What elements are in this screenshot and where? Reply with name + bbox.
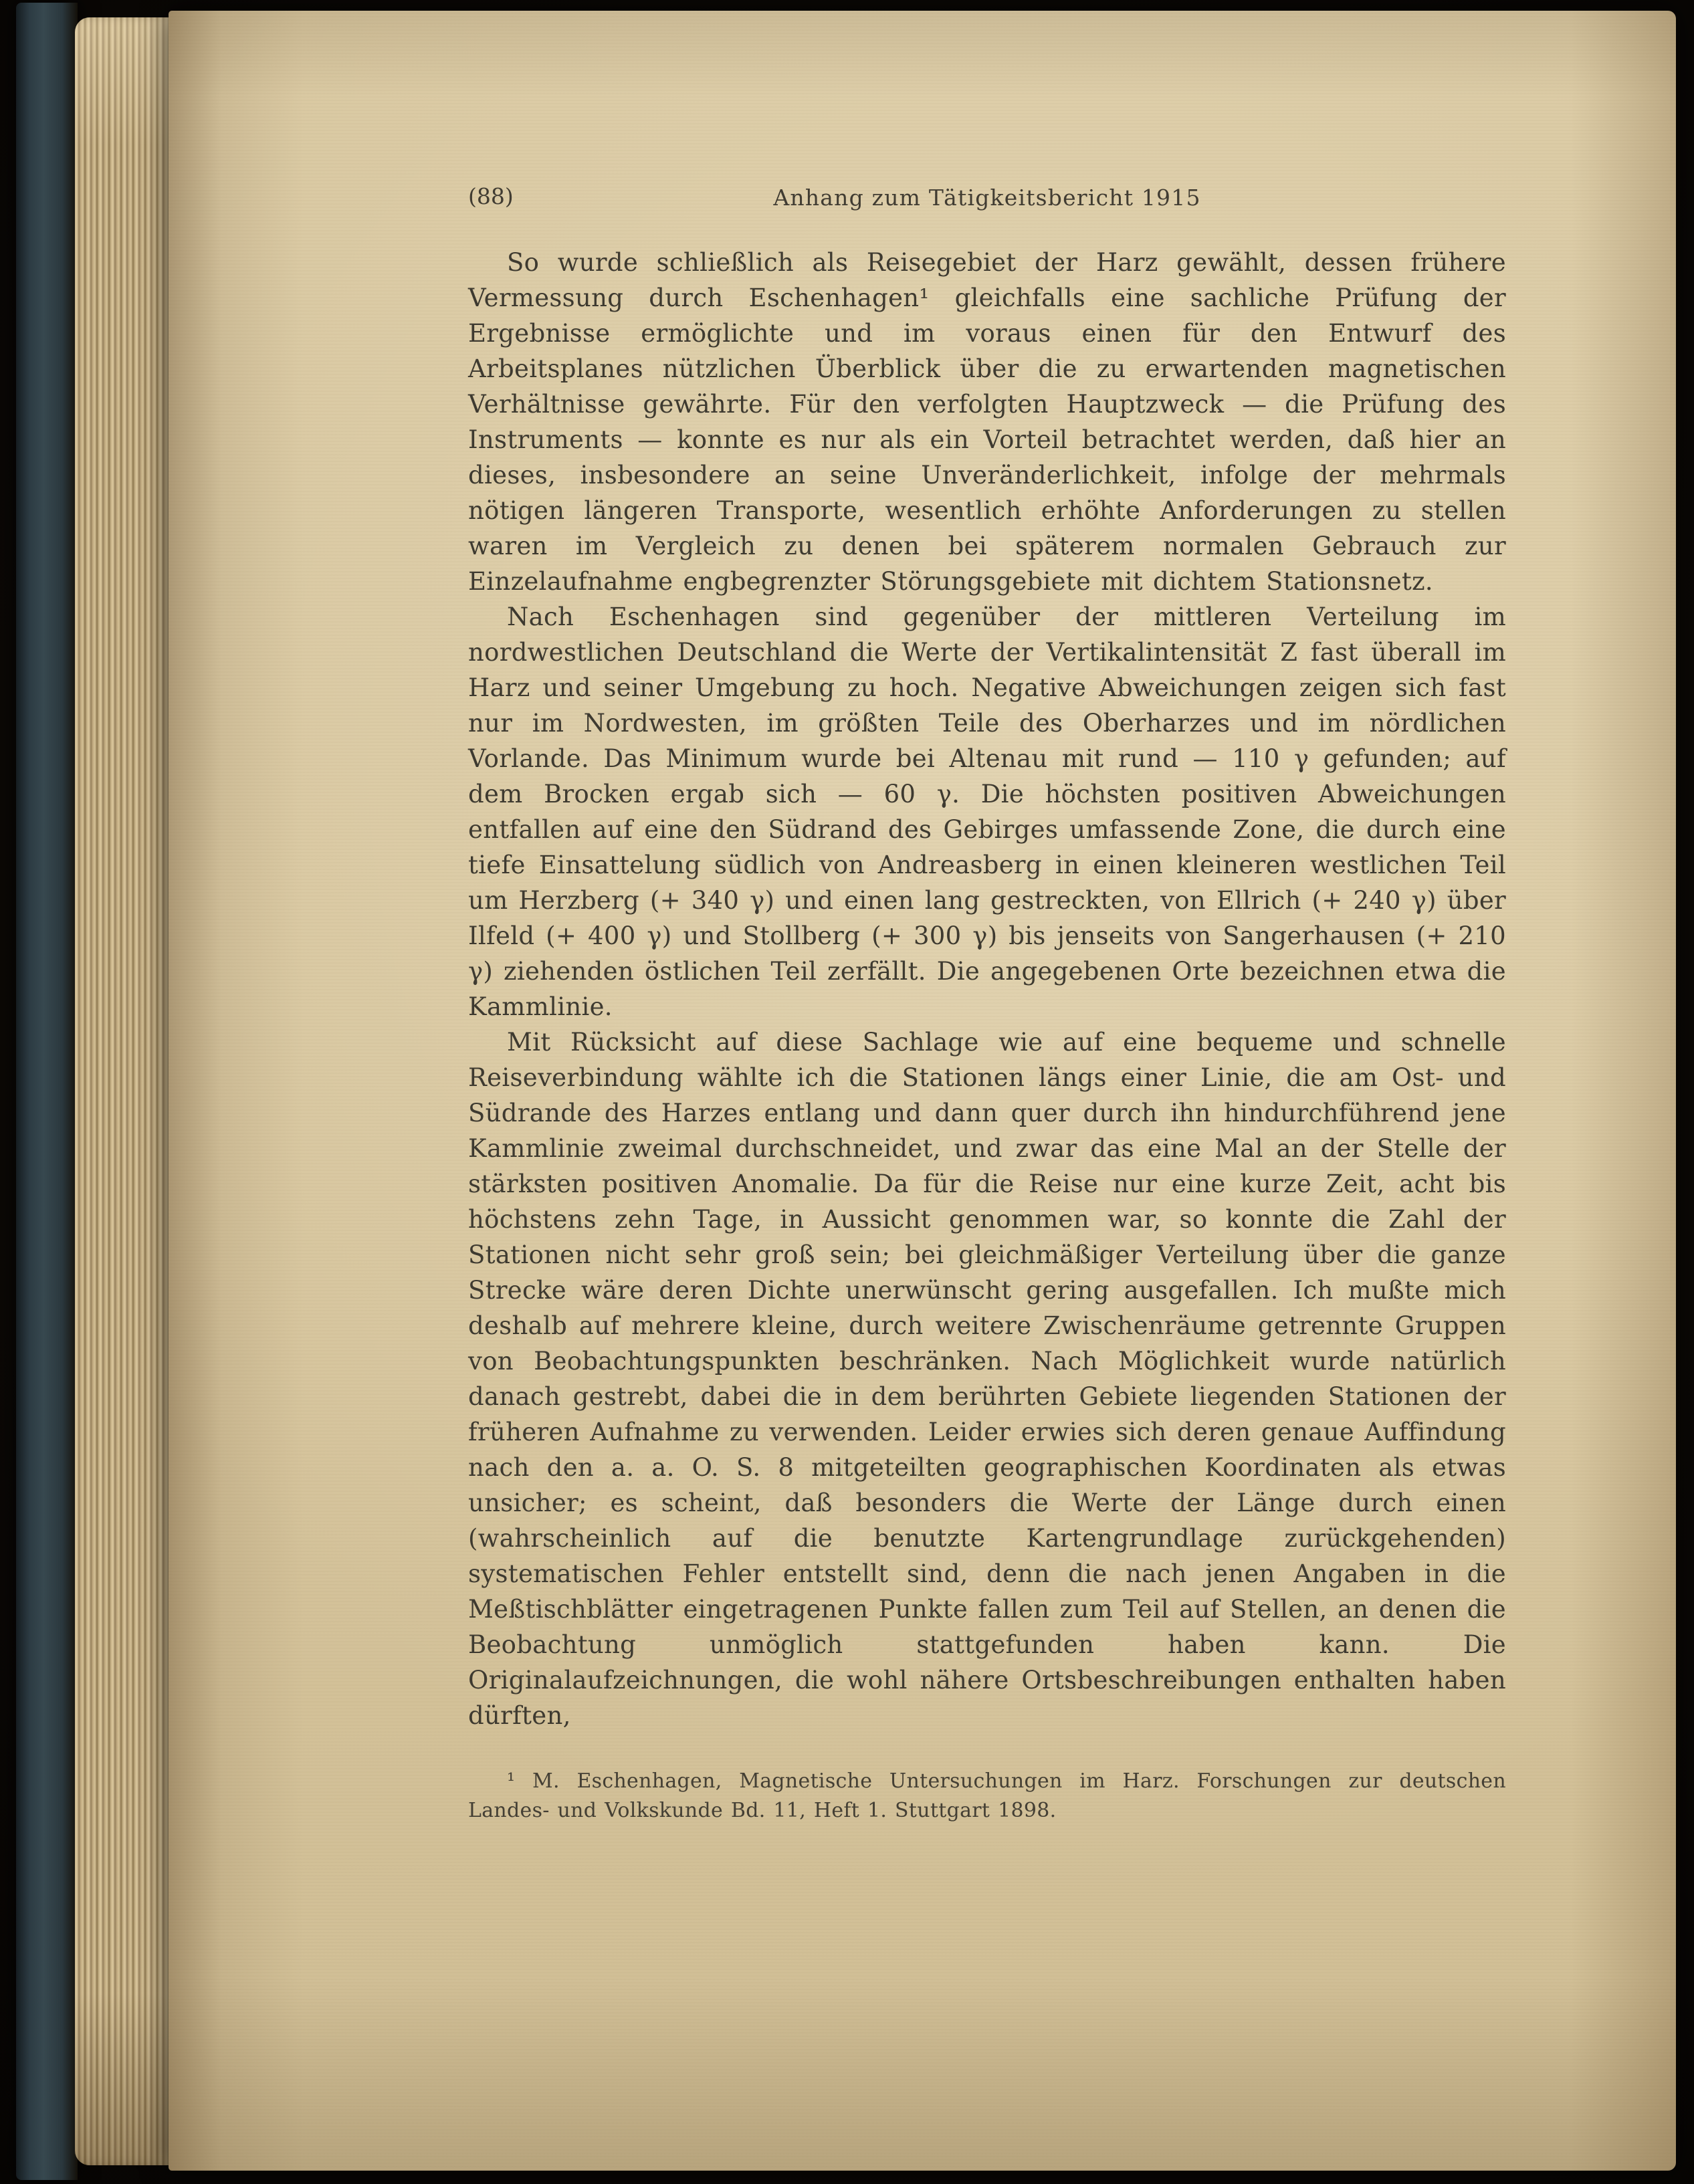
paragraph-1: So wurde schließlich als Reisegebiet der Harz gewählt, dessen frühere Vermessung durch Eschenhagen¹ gleichfalls eine sachliche Prüfung der Ergebnisse ermöglichte und im voraus einen für den Entwurf des Arbeitsplanes nützlichen Überblick über die zu erwartenden magnetischen Verhältnisse gewährte. Für den verfolgten Hauptzweck — die Prüfung des Instruments — konnte es nur als ein Vorteil betrachtet werden, daß hier an dieses, insbesondere an seine Unveränderlichkeit, infolge der mehrmals nötigen längeren Transporte, wesentlich erhöhte Anforderungen zu stellen waren im Vergleich zu denen bei späterem normalen Gebrauch zur Einzelaufnahme engbegrenzter Störungsgebiete mit dichtem Stationsnetz.	[468, 248, 1506, 596]
paragraph-3: Mit Rücksicht auf diese Sachlage wie auf eine bequeme und schnelle Reiseverbindung wählte ich die Stationen längs einer Linie, die am Ost- und Südrande des Harzes entlang und dann quer durch ihn hindurchführend jene Kammlinie zweimal durchschneidet, und zwar das eine Mal an der Stelle der stärksten positiven Anomalie. Da für die Reise nur eine kurze Zeit, acht bis höchstens zehn Tage, in Aussicht genommen war, so konnte die Zahl der Stationen nicht sehr groß sein; bei gleichmäßiger Verteilung über die ganze Strecke wäre deren Dichte unerwünscht gering ausgefallen. Ich mußte mich deshalb auf mehrere kleine, durch weitere Zwischenräume getrennte Gruppen von Beobachtungspunkten beschränken. Nach Möglichkeit wurde natürlich danach gestrebt, dabei die in dem berührten Gebiete liegenden Stationen der früheren Aufnahme zu verwenden. Leider erwies sich deren genaue Auffindung nach den a. a. O. S. 8 mitgeteilten geographischen Koordinaten als etwas unsicher; es scheint, daß besonders die Werte der Länge durch einen (wahrscheinlich auf die benutzte Kartengrundlage zurückgehenden) systematischen Fehler entstellt sind, denn die nach jenen Angaben in die Meßtischblätter eingetragenen Punkte fallen zum Teil auf Stellen, an denen die Beobachtung unmöglich stattgefunden haben kann. Die Originalaufzeichnungen, die wohl nähere Ortsbeschreibungen enthalten haben dürften,	[468, 1028, 1506, 1730]
page-header	[468, 183, 1506, 218]
book-cover-spine	[16, 3, 78, 2180]
footnote: ¹ M. Eschenhagen, Magnetische Untersuchungen im Harz. Forschungen zur deutschen Landes- und Volkskunde Bd. 11, Heft 1. Stuttgart 1898.	[468, 1769, 1506, 1822]
book-page	[169, 11, 1676, 2171]
page-number: (88)	[468, 183, 514, 209]
paragraph-2: Nach Eschenhagen sind gegenüber der mittleren Verteilung im nordwestlichen Deutschland die Werte der Vertikalintensität Z fast überall im Harz und seiner Umgebung zu hoch. Negative Abweichungen zeigen sich fast nur im Nordwesten, im größten Teile des Oberharzes und im nördlichen Vorlande. Das Minimum wurde bei Altenau mit rund — 110 γ gefunden; auf dem Brocken ergab sich — 60 γ. Die höchsten positiven Abweichungen entfallen auf eine den Südrand des Gebirges umfassende Zone, die durch eine tiefe Einsattelung südlich von Andreasberg in einen kleineren westlichen Teil um Herzberg (+ 340 γ) und einen lang gestreckten, von Ellrich (+ 240 γ) über Ilfeld (+ 400 γ) und Stollberg (+ 300 γ) bis jenseits von Sangerhausen (+ 210 γ) ziehenden östlichen Teil zerfällt. Die angegebenen Orte bezeichnen etwa die Kammlinie.	[468, 603, 1506, 1021]
body-text	[468, 245, 1506, 1733]
running-title: Anhang zum Tätigkeitsbericht 1915	[773, 185, 1201, 211]
text-block	[468, 245, 1506, 1826]
